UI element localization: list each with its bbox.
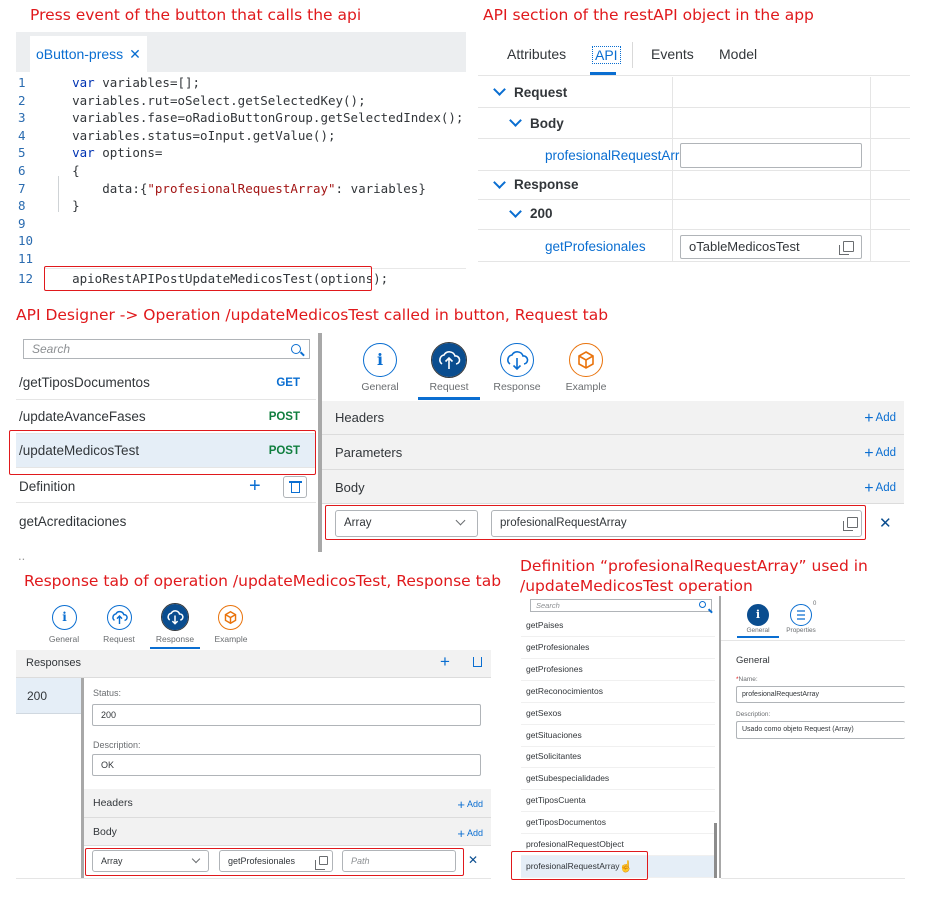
chevron-down-icon[interactable] (509, 205, 522, 218)
info-icon[interactable]: i (363, 343, 397, 377)
code-line: 8 } (18, 198, 80, 214)
tab-general[interactable]: General (746, 627, 770, 634)
path-input[interactable]: Path (342, 850, 456, 872)
info-icon[interactable]: i (747, 604, 769, 626)
editor-tab[interactable] (30, 36, 147, 72)
body-label: Body (93, 826, 117, 838)
code-line: 3 variables.fase=oRadioButtonGroup.getSelectedIndex(); (18, 110, 464, 126)
code-line: 1 var variables=[]; (18, 75, 201, 90)
code-line: 4 variables.status=oInput.getValue(); (18, 127, 336, 143)
definition-item[interactable]: getTiposCuenta (521, 790, 715, 812)
headers-section (84, 789, 491, 818)
editor-tab-label: oButton-press (36, 46, 124, 62)
highlight-definition (511, 851, 648, 880)
add-response-icon[interactable]: + (440, 652, 450, 671)
example-cube-icon[interactable] (569, 343, 603, 377)
tab-events[interactable]: Events (651, 46, 694, 62)
properties-list-icon[interactable] (790, 604, 812, 626)
definition-item[interactable]: getPaises (521, 615, 715, 637)
example-cube-icon[interactable] (218, 605, 243, 630)
response-value-text: oTableMedicosTest (689, 239, 800, 254)
general-section-title: General (736, 655, 770, 666)
description-label: Description: (93, 740, 141, 750)
operations-search-input[interactable]: Search (23, 339, 310, 359)
description-input[interactable]: Usado como objeto Request (Array) (736, 721, 905, 739)
code-line: 9 (18, 215, 26, 231)
body-ref-input[interactable]: getProfesionales (219, 850, 333, 872)
caption-definition: Definition “profesionalRequestArray” used in (520, 557, 868, 575)
tree-label-request: Request (514, 85, 568, 100)
definition-item[interactable]: profesionalRequestObject (521, 834, 715, 856)
description-input[interactable]: OK (92, 754, 481, 776)
tab-properties[interactable]: Properties (786, 627, 816, 634)
description-label: Description: (736, 711, 771, 718)
add-body-button[interactable]: + Add (864, 480, 896, 497)
tree-label-response: Response (514, 177, 579, 192)
definition-item[interactable]: getSubespecialidades (521, 768, 715, 790)
search-icon[interactable] (291, 344, 301, 354)
tab-response[interactable]: Response (155, 634, 195, 644)
add-definition-icon[interactable]: + (249, 475, 261, 497)
close-icon[interactable]: ✕ (129, 46, 141, 62)
add-parameter-button[interactable]: + Add (864, 445, 896, 462)
upload-cloud-icon[interactable] (432, 343, 466, 377)
definition-item-selected[interactable]: profesionalRequestArray (521, 856, 715, 878)
upload-cloud-icon[interactable] (107, 605, 132, 630)
tree-label-body: Body (530, 116, 564, 131)
headers-label: Headers (93, 797, 133, 809)
body-section (322, 470, 904, 504)
definitions-search-input[interactable]: Search (530, 599, 712, 612)
chevron-down-icon[interactable] (493, 83, 506, 96)
download-cloud-icon[interactable] (162, 604, 188, 630)
tree-row-request[interactable] (478, 77, 910, 108)
definition-header (16, 477, 316, 503)
name-input[interactable]: profesionalRequestArray (736, 686, 905, 703)
operation-path: /updateMedicosTest (19, 443, 140, 458)
body-section (84, 818, 491, 846)
definition-item[interactable]: getProfesiones (521, 659, 715, 681)
copy-icon[interactable] (843, 241, 854, 252)
caption-api-section: API section of the restAPI object in the app (483, 6, 814, 24)
headers-label: Headers (335, 410, 385, 425)
highlight-response-body (85, 848, 464, 876)
caption-press-event: Press event of the button that calls the api (30, 6, 362, 24)
splitter[interactable] (81, 678, 84, 878)
operation-path: /updateAvanceFases (19, 409, 146, 424)
operation-path: /getTiposDocumentos (19, 375, 150, 390)
bottom-border (16, 878, 491, 879)
definition-item[interactable]: getSituaciones (521, 725, 715, 747)
definition-label: Definition (19, 479, 76, 494)
delete-icon[interactable] (473, 657, 482, 667)
info-icon[interactable]: i (52, 605, 77, 630)
indent-guide (58, 176, 59, 212)
tab-underline (418, 397, 480, 400)
splitter[interactable] (719, 596, 721, 878)
caption-api-designer: API Designer -> Operation /updateMedicosTest called in button, Request tab (16, 306, 609, 324)
tab-api[interactable]: API (592, 46, 621, 64)
tab-response[interactable]: Response (493, 381, 541, 393)
definition-item[interactable]: getSolicitantes (521, 746, 715, 768)
caption-response-tab: Response tab of operation /updateMedicosTest, Response tab (24, 572, 502, 590)
properties-tabbar (478, 32, 910, 76)
code-line: 7 data:{"profesionalRequestArray": variables} (18, 180, 426, 196)
code-line: 12 apioRestAPIPostUpdateMedicosTest(options); (18, 271, 389, 286)
verb-badge: POST (268, 411, 300, 423)
tab-request[interactable]: Request (429, 381, 469, 393)
parameters-section (322, 435, 904, 470)
tab-attributes[interactable]: Attributes (507, 46, 567, 62)
request-field-label[interactable]: profesionalRequestArr (545, 148, 680, 163)
highlight-body (325, 505, 866, 540)
scrollbar[interactable] (714, 823, 717, 878)
body-label: Body (335, 480, 365, 495)
responses-label: Responses (26, 657, 82, 669)
highlight-operation (9, 430, 316, 475)
caption-definition-op: /updateMedicosTest operation (520, 577, 753, 595)
headers-section (322, 401, 904, 435)
add-header-button[interactable]: + Add (457, 797, 483, 812)
body-ref-input[interactable]: profesionalRequestArray (491, 510, 862, 537)
code-line: 11 (18, 251, 34, 266)
properties-count: 0 (813, 601, 817, 607)
definition-item[interactable]: getSexos (521, 703, 715, 725)
definition-item[interactable]: getProfesionales (521, 637, 715, 659)
tab-divider (721, 640, 905, 641)
tab-underline (150, 647, 200, 649)
tab-underline (737, 636, 779, 638)
responses-header (16, 650, 491, 678)
tab-request[interactable]: Request (103, 634, 135, 644)
tab-general[interactable]: General (361, 381, 399, 393)
tab-divider (632, 42, 633, 68)
tree-label-200: 200 (530, 206, 553, 221)
body-type-select[interactable]: Array (92, 850, 209, 872)
tree-row-body[interactable] (478, 108, 910, 139)
name-label: *Name: (736, 676, 758, 683)
definition-item-cut: .. (18, 548, 26, 563)
tab-example[interactable]: Example (565, 381, 607, 393)
request-value-input[interactable] (680, 143, 862, 168)
status-input[interactable]: 200 (92, 704, 481, 726)
definition-item[interactable]: getTiposDocumentos (521, 812, 715, 834)
remove-icon[interactable]: ✕ (468, 853, 479, 867)
parameters-label: Parameters (335, 445, 403, 460)
chevron-down-icon[interactable] (509, 114, 522, 127)
download-cloud-icon[interactable] (500, 343, 534, 377)
status-label: Status: (93, 688, 122, 698)
delete-icon[interactable] (283, 476, 307, 498)
bottom-border (721, 878, 905, 879)
verb-badge: POST (268, 445, 300, 457)
response-value-input[interactable] (680, 235, 862, 259)
code-line: 6 { (18, 163, 80, 178)
tab-underline (590, 72, 616, 75)
add-body-button[interactable]: + Add (457, 826, 483, 841)
operation-row[interactable] (16, 366, 316, 400)
response-field-label[interactable]: getProfesionales (545, 239, 646, 254)
tab-model[interactable]: Model (719, 46, 758, 62)
search-icon[interactable] (699, 601, 706, 608)
chevron-down-icon[interactable] (493, 176, 506, 189)
definition-item[interactable]: getReconocimientos (521, 681, 715, 703)
add-header-button[interactable]: + Add (864, 410, 896, 427)
code-line: 5 var options= (18, 145, 163, 161)
operation-row[interactable] (16, 400, 316, 434)
response-code-item[interactable]: 200 (16, 678, 81, 714)
body-type-select[interactable]: Array (335, 510, 478, 537)
code-line: 10 (18, 233, 34, 249)
tab-example[interactable]: Example (214, 634, 248, 644)
verb-badge: GET (276, 377, 300, 389)
definition-item[interactable]: getAcreditaciones (19, 514, 127, 529)
tab-general[interactable]: General (48, 634, 80, 644)
hand-cursor-icon: ☝ (619, 861, 633, 873)
remove-icon[interactable]: ✕ (879, 515, 892, 532)
highlight-api-call (44, 266, 372, 291)
tree-row-200[interactable] (478, 200, 910, 230)
code-line: 2 variables.rut=oSelect.getSelectedKey(); (18, 92, 366, 108)
tree-row-response[interactable] (478, 171, 910, 200)
